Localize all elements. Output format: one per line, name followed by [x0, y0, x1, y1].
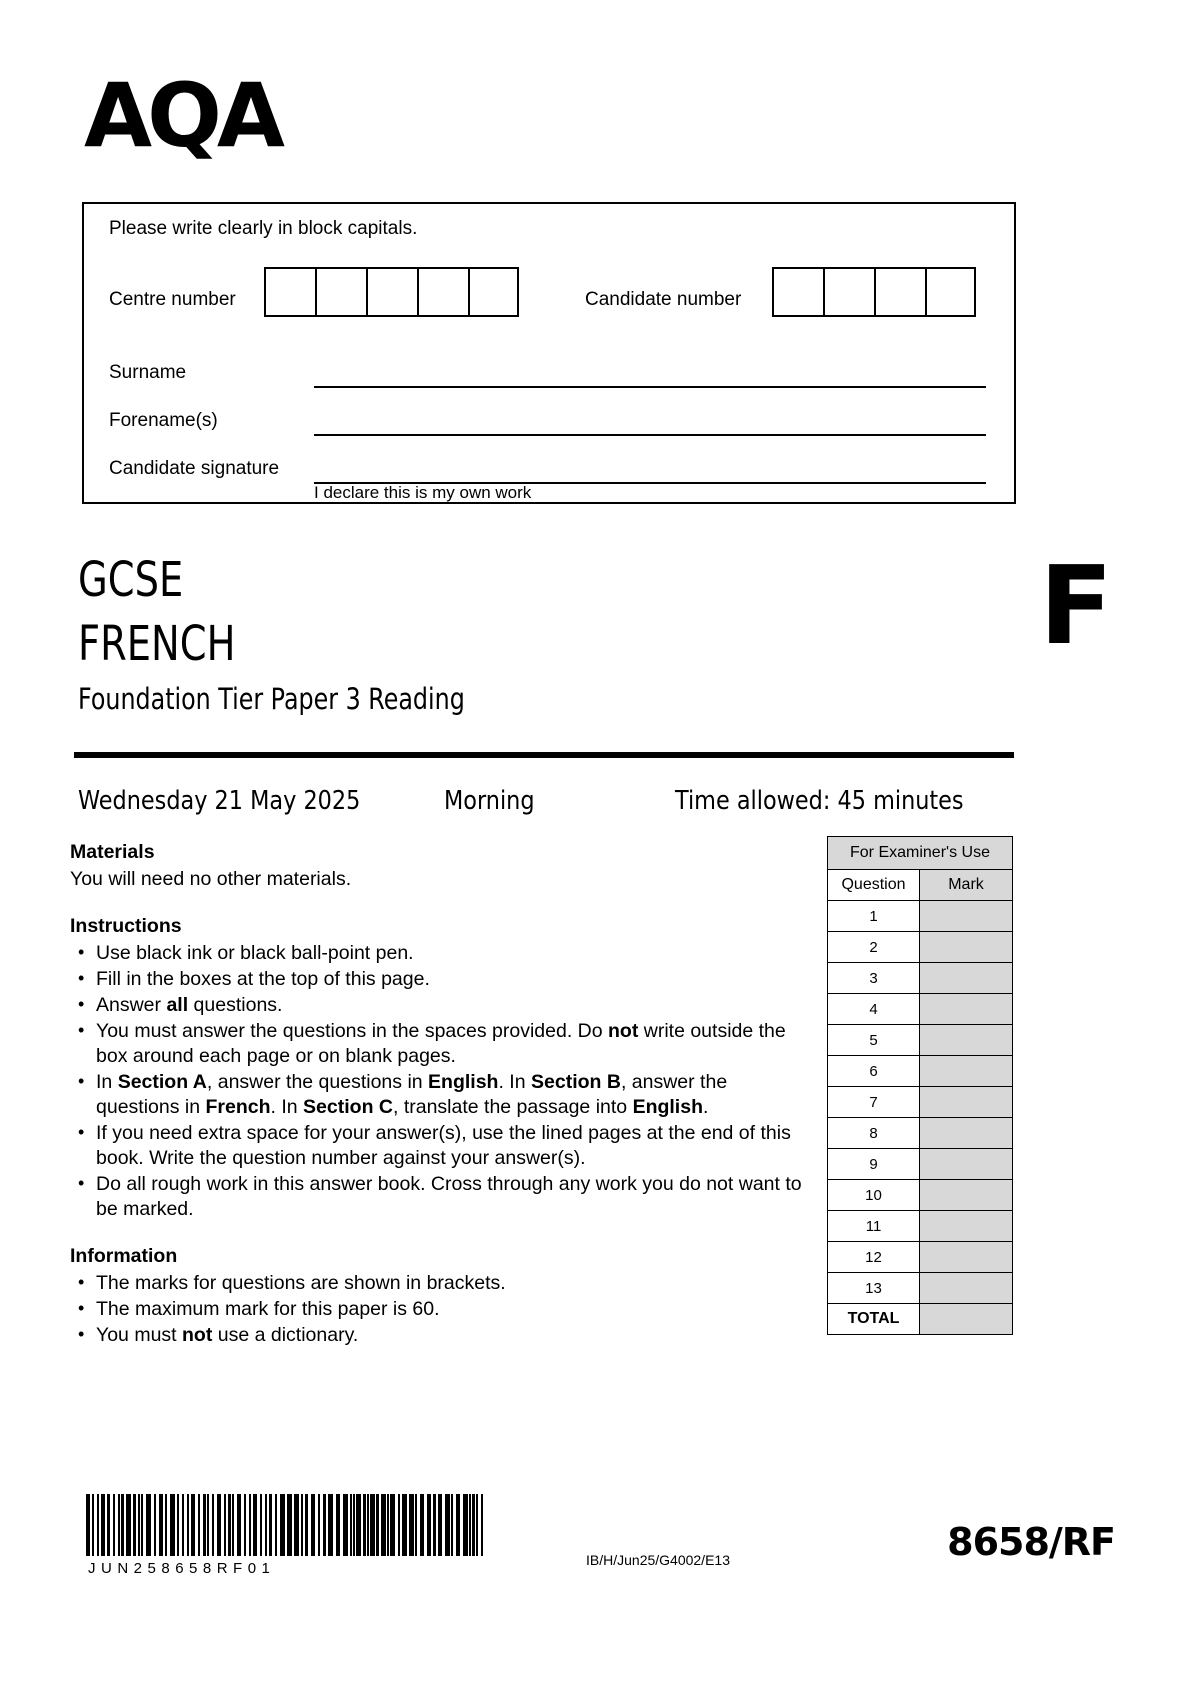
time-allowed: Time allowed: 45 minutes	[675, 786, 964, 816]
barcode-bar	[476, 1494, 478, 1556]
bullet-item: • You must answer the questions in the spaces provided. Do not write outside the box around each page or on blank pages.	[70, 1019, 810, 1069]
mark-entry-cell[interactable]	[920, 1149, 1013, 1180]
bullet-item: • The marks for questions are shown in brackets.	[70, 1271, 810, 1296]
barcode-bar	[141, 1494, 143, 1556]
centre-number-cell[interactable]	[417, 267, 468, 317]
barcode-bar	[203, 1494, 206, 1556]
question-number-cell: 1	[828, 901, 920, 932]
examiner-table-row	[828, 1149, 1013, 1180]
barcode-bar	[217, 1494, 221, 1556]
barcode-bar	[121, 1494, 124, 1556]
question-number-cell: 7	[828, 1087, 920, 1118]
bullet-item: • Fill in the boxes at the top of this page.	[70, 967, 810, 992]
barcode-bar	[107, 1494, 110, 1556]
information-list	[70, 1271, 810, 1348]
barcode-bar	[305, 1494, 308, 1556]
barcode-bar	[138, 1494, 140, 1556]
barcode-bar	[280, 1494, 285, 1556]
examiner-table-row	[828, 1025, 1013, 1056]
bullet-item: • You must not use a dictionary.	[70, 1323, 810, 1348]
block-capitals-instruction: Please write clearly in block capitals.	[109, 218, 418, 239]
candidate-number-label: Candidate number	[585, 289, 742, 310]
barcode-bar	[350, 1494, 352, 1556]
barcode	[86, 1494, 484, 1556]
total-label-cell: TOTAL	[828, 1304, 920, 1335]
mark-entry-cell[interactable]	[920, 1180, 1013, 1211]
bullet-item: • Do all rough work in this answer book. Cross through any work you do not want to be marked.	[70, 1172, 810, 1222]
barcode-bar	[323, 1494, 326, 1556]
paper-code: 8658/RF	[947, 1520, 1115, 1564]
mark-entry-cell[interactable]	[920, 1273, 1013, 1304]
examiner-table-row	[828, 1242, 1013, 1273]
mark-entry-cell[interactable]	[920, 1118, 1013, 1149]
examiner-table-row	[828, 901, 1013, 932]
barcode-bar	[237, 1494, 241, 1556]
barcode-bar	[356, 1494, 361, 1556]
barcode-bar	[363, 1494, 366, 1556]
instructions-column	[70, 840, 810, 1349]
barcode-bar	[86, 1494, 90, 1556]
barcode-bar	[253, 1494, 257, 1556]
question-number-cell: 5	[828, 1025, 920, 1056]
barcode-bar	[387, 1494, 389, 1556]
barcode-bar	[353, 1494, 355, 1556]
centre-number-cell[interactable]	[468, 267, 519, 317]
candidate-number-input[interactable]	[772, 267, 976, 317]
forename-input[interactable]	[314, 434, 986, 436]
materials-text: You will need no other materials.	[70, 868, 352, 890]
bullet-item: • If you need extra space for your answer(s), use the lined pages at the end of this book. Write the question number against your answer(s).	[70, 1121, 810, 1171]
bullet-item: • Answer all questions.	[70, 993, 810, 1018]
barcode-bar	[265, 1494, 267, 1556]
barcode-bar	[232, 1494, 234, 1556]
barcode-bar	[97, 1494, 99, 1556]
question-number-cell: 4	[828, 994, 920, 1025]
paper-title-block	[78, 548, 550, 722]
candidate-number-cell[interactable]	[823, 267, 874, 317]
barcode-bar	[463, 1494, 468, 1556]
barcode-bar	[101, 1494, 105, 1556]
exam-datetime-row	[78, 786, 1018, 816]
barcode-bar	[381, 1494, 386, 1556]
barcode-bar	[244, 1494, 246, 1556]
barcode-bar	[207, 1494, 209, 1556]
barcode-bar	[433, 1494, 436, 1556]
examiner-table-row	[828, 932, 1013, 963]
barcode-bar	[249, 1494, 251, 1556]
examiner-table-row	[828, 994, 1013, 1025]
barcode-bar	[191, 1494, 195, 1556]
mark-entry-cell[interactable]	[920, 994, 1013, 1025]
qualification-title: GCSE	[78, 552, 184, 608]
barcode-bar	[367, 1494, 369, 1556]
centre-number-label: Centre number	[109, 289, 236, 310]
examiner-table-mark-header: Mark	[920, 870, 1013, 901]
examiner-table-row	[828, 1118, 1013, 1149]
tier-paper-title: Foundation Tier Paper 3 Reading	[78, 682, 465, 716]
declaration-text: I declare this is my own work	[314, 483, 532, 502]
question-number-cell: 9	[828, 1149, 920, 1180]
barcode-bar	[318, 1494, 320, 1556]
examiner-table-title: For Examiner's Use	[828, 837, 1013, 870]
barcode-bar	[311, 1494, 315, 1556]
information-heading: Information	[70, 1245, 178, 1267]
exam-date: Wednesday 21 May 2025	[78, 786, 361, 816]
bullet-item: • In Section A, answer the questions in English. In Section B, answer the questions in French. In Section C, translate the passage into English.	[70, 1070, 810, 1120]
mark-entry-cell[interactable]	[920, 1211, 1013, 1242]
barcode-bar	[113, 1494, 115, 1556]
question-number-cell: 11	[828, 1211, 920, 1242]
barcode-bar	[212, 1494, 214, 1556]
question-number-cell: 3	[828, 963, 920, 994]
instructions-list	[70, 941, 810, 1222]
barcode-bar	[370, 1494, 375, 1556]
centre-number-cell[interactable]	[315, 267, 366, 317]
barcode-bar	[170, 1494, 175, 1556]
barcode-bar	[451, 1494, 453, 1556]
subject-title: FRENCH	[78, 616, 236, 672]
barcode-bar	[438, 1494, 442, 1556]
barcode-bar	[260, 1494, 262, 1556]
examiner-table-row	[828, 1180, 1013, 1211]
mark-entry-cell[interactable]	[920, 1025, 1013, 1056]
barcode-bar	[409, 1494, 414, 1556]
examiner-table-row	[828, 1211, 1013, 1242]
barcode-bar	[118, 1494, 120, 1556]
centre-number-cell[interactable]	[366, 267, 417, 317]
barcode-bar	[472, 1494, 475, 1556]
examiner-table-row	[828, 963, 1013, 994]
barcode-bar	[445, 1494, 450, 1556]
barcode-bar	[133, 1494, 136, 1556]
barcode-bar	[398, 1494, 400, 1556]
barcode-bar	[294, 1494, 299, 1556]
barcode-bar	[456, 1494, 460, 1556]
barcode-bar	[126, 1494, 131, 1556]
barcode-bar	[177, 1494, 179, 1556]
examiner-use-table	[827, 836, 1013, 1335]
barcode-bar	[328, 1494, 333, 1556]
centre-number-cell[interactable]	[264, 267, 315, 317]
examiner-table-total-row	[828, 1304, 1013, 1335]
mark-entry-cell[interactable]	[920, 1242, 1013, 1273]
barcode-bar	[228, 1494, 231, 1556]
tier-letter-badge: F	[1039, 544, 1113, 669]
candidate-signature-label: Candidate signature	[109, 458, 280, 479]
mark-entry-cell[interactable]	[920, 1056, 1013, 1087]
barcode-bar	[301, 1494, 303, 1556]
barcode-bar	[182, 1494, 184, 1556]
mark-entry-cell[interactable]	[920, 963, 1013, 994]
mark-entry-cell[interactable]	[920, 932, 1013, 963]
surname-label: Surname	[109, 362, 187, 383]
barcode-bar	[287, 1494, 292, 1556]
question-number-cell: 12	[828, 1242, 920, 1273]
barcode-bar	[415, 1494, 417, 1556]
examiner-table-row	[828, 1056, 1013, 1087]
barcode-bar	[165, 1494, 167, 1556]
candidate-details-box	[82, 202, 1016, 504]
barcode-bar	[269, 1494, 272, 1556]
barcode-bar	[275, 1494, 277, 1556]
document-reference: IB/H/Jun25/G4002/E13	[586, 1552, 730, 1568]
examiner-table-row	[828, 1273, 1013, 1304]
bullet-item: • Use black ink or black ball-point pen.	[70, 941, 810, 966]
question-number-cell: 8	[828, 1118, 920, 1149]
question-number-cell: 13	[828, 1273, 920, 1304]
mark-entry-cell[interactable]	[920, 901, 1013, 932]
barcode-bar	[402, 1494, 407, 1556]
mark-entry-cell[interactable]	[920, 1087, 1013, 1118]
question-number-cell: 10	[828, 1180, 920, 1211]
barcode-bar	[187, 1494, 189, 1556]
exam-session: Morning	[444, 786, 535, 816]
barcode-bar	[336, 1494, 340, 1556]
barcode-text: JUN258658RF01	[88, 1560, 276, 1577]
question-number-cell: 2	[828, 932, 920, 963]
question-number-cell: 6	[828, 1056, 920, 1087]
examiner-table-question-header: Question	[828, 870, 920, 901]
barcode-bar	[159, 1494, 163, 1556]
barcode-bar	[420, 1494, 424, 1556]
barcode-bar	[481, 1494, 483, 1556]
barcode-bar	[469, 1494, 471, 1556]
barcode-bar	[154, 1494, 156, 1556]
aqa-logo: AQA	[84, 64, 281, 167]
candidate-number-cell[interactable]	[772, 267, 823, 317]
candidate-number-cell[interactable]	[874, 267, 925, 317]
barcode-bar	[427, 1494, 431, 1556]
barcode-bar	[92, 1494, 94, 1556]
barcode-bar	[390, 1494, 395, 1556]
instructions-heading: Instructions	[70, 915, 182, 937]
total-mark-cell[interactable]	[920, 1304, 1013, 1335]
forename-label: Forename(s)	[109, 410, 218, 431]
surname-input[interactable]	[314, 386, 986, 388]
barcode-bar	[198, 1494, 200, 1556]
barcode-bar	[376, 1494, 379, 1556]
examiner-table-row	[828, 1087, 1013, 1118]
barcode-bar	[224, 1494, 226, 1556]
centre-number-input[interactable]	[264, 267, 519, 317]
barcode-bar	[146, 1494, 151, 1556]
candidate-number-cell[interactable]	[925, 267, 976, 317]
header-divider	[74, 752, 1014, 758]
bullet-item: • The maximum mark for this paper is 60.	[70, 1297, 810, 1322]
barcode-bar	[343, 1494, 348, 1556]
materials-heading: Materials	[70, 841, 155, 863]
